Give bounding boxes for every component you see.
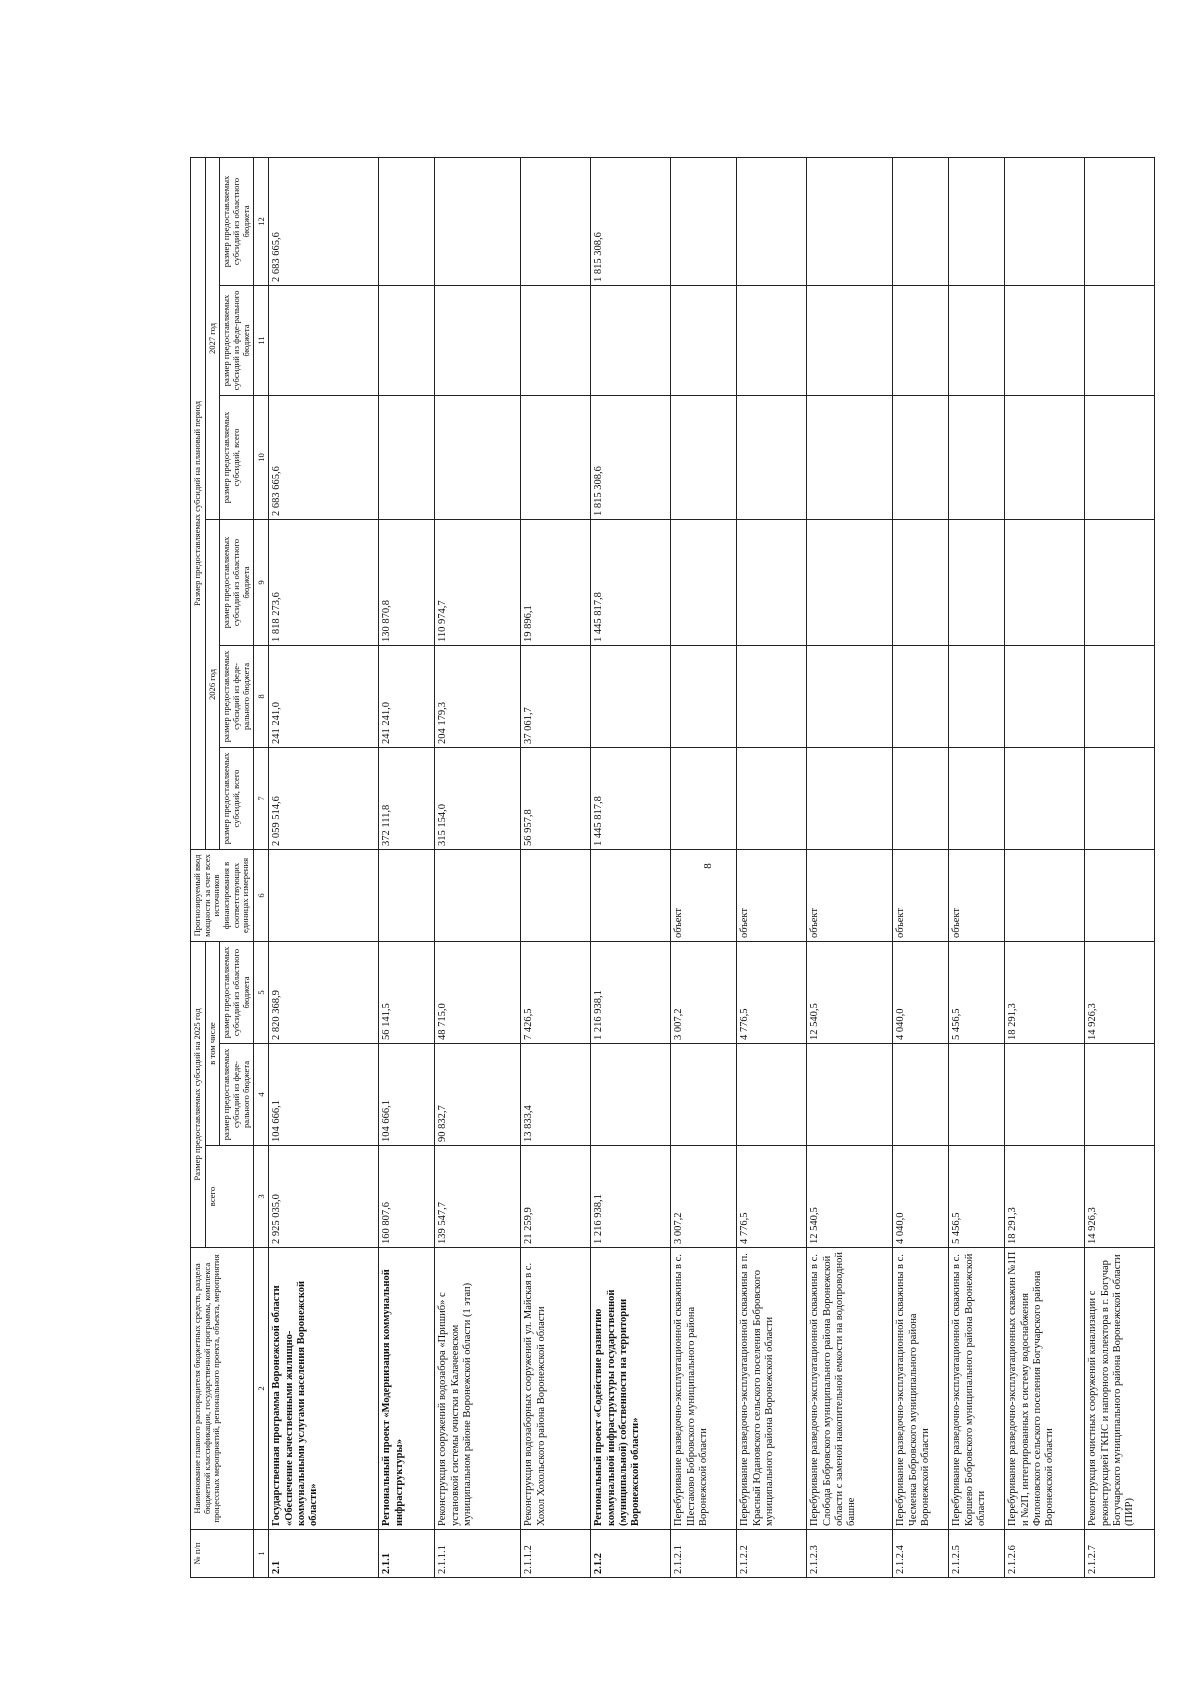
value-cell-c5: 3 007,2 (671, 941, 737, 1043)
value-cell-c11 (671, 285, 737, 395)
value-cell-c11 (521, 285, 591, 395)
value-cell-c3: 139 547,7 (435, 1146, 521, 1248)
header-plan-period: Размер предоставляемых субсидий на плановый период (191, 157, 206, 849)
table-row (1005, 157, 1085, 1577)
value-cell-c4 (1005, 1044, 1085, 1146)
value-cell-c12 (893, 157, 949, 285)
value-cell-c9 (1005, 519, 1085, 645)
table-row (435, 157, 521, 1577)
value-cell-c6 (1085, 849, 1155, 941)
value-cell-c7 (893, 747, 949, 849)
value-cell-c12 (737, 157, 807, 285)
value-cell-c9: 19 896,1 (521, 519, 591, 645)
col-number: 3 (254, 1146, 269, 1248)
value-cell-c11 (949, 285, 1005, 395)
row-number-cell: 2.1.2.6 (1005, 1530, 1085, 1578)
value-cell-c8: 37 061,7 (521, 645, 591, 747)
value-cell-c4 (591, 1044, 671, 1146)
header-2026-fed: размер предоставляемых субсидий из феде-рального бюджета (220, 645, 254, 747)
value-cell-c4 (949, 1044, 1005, 1146)
value-cell-c11 (591, 285, 671, 395)
value-cell-c3: 21 259,9 (521, 1146, 591, 1248)
value-cell-c11 (379, 285, 435, 395)
value-cell-c12 (1085, 157, 1155, 285)
value-cell-c5: 4 776,5 (737, 941, 807, 1043)
col-number: 9 (254, 519, 269, 645)
value-cell-c4: 13 833,4 (521, 1044, 591, 1146)
value-cell-c11 (435, 285, 521, 395)
value-cell-c10 (949, 395, 1005, 519)
value-cell-c8 (807, 645, 893, 747)
value-cell-c10 (1005, 395, 1085, 519)
row-name-cell: Перебуривание разведочно-эксплуатационной скважины в с. Чесменка Бобровского муниципального района Воронежской области (893, 1248, 949, 1530)
value-cell-c8 (949, 645, 1005, 747)
value-cell-c7 (949, 747, 1005, 849)
header-2025: Размер предоставляемых субсидий на 2025 год (191, 941, 206, 1247)
value-cell-c7: 56 957,8 (521, 747, 591, 849)
header-forecast: Прогнозируемый ввод мощности за счет всех источников финансирования в соответствующих единицах измерения (191, 849, 254, 941)
table-row (949, 157, 1005, 1577)
value-cell-c4: 104 666,1 (269, 1044, 379, 1146)
value-cell-c12: 2 683 665,6 (269, 157, 379, 285)
value-cell-c10 (671, 395, 737, 519)
col-number: 12 (254, 157, 269, 285)
header-all: всего (205, 1146, 254, 1248)
row-number-cell: 2.1 (269, 1530, 379, 1578)
value-cell-c9: 130 870,8 (379, 519, 435, 645)
value-cell-c10: 1 815 308,6 (591, 395, 671, 519)
value-cell-c10 (435, 395, 521, 519)
value-cell-c7: 372 111,8 (379, 747, 435, 849)
value-cell-c9: 110 974,7 (435, 519, 521, 645)
page-number: 8 (702, 863, 714, 869)
value-cell-c12 (379, 157, 435, 285)
value-cell-c7 (737, 747, 807, 849)
value-cell-c4: 104 666,1 (379, 1044, 435, 1146)
value-cell-c6 (379, 849, 435, 941)
value-cell-c11 (269, 285, 379, 395)
row-name-cell: Перебуривание разведочно-эксплуатационной скважины в п. Красный Юдановского сельского поселения Бобровского муниципального района Воронежской области (737, 1248, 807, 1530)
value-cell-c7 (807, 747, 893, 849)
col-number: 5 (254, 941, 269, 1043)
table-row (1085, 157, 1155, 1577)
value-cell-c12 (1005, 157, 1085, 285)
table-row (591, 157, 671, 1577)
value-cell-c8 (737, 645, 807, 747)
value-cell-c11 (1005, 285, 1085, 395)
value-cell-c12 (807, 157, 893, 285)
value-cell-c3: 2 925 035,0 (269, 1146, 379, 1248)
header-2027-fed: размер предоставляемых субсидий из феде-рального бюджета (220, 285, 254, 395)
row-number-cell: 2.1.2.3 (807, 1530, 893, 1578)
value-cell-c9 (1085, 519, 1155, 645)
value-cell-c7: 2 059 514,6 (269, 747, 379, 849)
row-number-cell: 2.1.2.1 (671, 1530, 737, 1578)
table-row (269, 157, 379, 1577)
row-name-cell: Реконструкция водозаборных сооружений ул. Майская в с. Хохол Хохольского района Воронежской области (521, 1248, 591, 1530)
row-name-cell: Перебуривание разведочно-эксплуатационной скважины в с. Слобода Бобровского муниципального района Воронежской области с заменой накопительной емкости на водопроводной башне (807, 1248, 893, 1530)
header-2027: 2027 год (205, 157, 220, 519)
value-cell-c3: 1 216 938,1 (591, 1146, 671, 1248)
value-cell-c4 (1085, 1044, 1155, 1146)
header-2027-total: размер предоставляемых субсидий, всего (220, 395, 254, 519)
row-number-cell: 2.1.1.1 (435, 1530, 521, 1578)
row-name-cell: Государственная программа Воронежской области «Обеспечение качественными жилищно-коммунальными услугами населения Воронежской области» (269, 1248, 379, 1530)
value-cell-c3: 12 540,5 (807, 1146, 893, 1248)
table-row (671, 157, 737, 1577)
value-cell-c12 (949, 157, 1005, 285)
value-cell-c12 (521, 157, 591, 285)
row-name-cell: Перебуривание разведочно-эксплуатационных скважин №1П и №2П, интегрированных в систему водоснабжения Филоновского сельского поселения Богучарского района Воронежской области (1005, 1248, 1085, 1530)
value-cell-c12 (671, 157, 737, 285)
value-cell-c3: 3 007,2 (671, 1146, 737, 1248)
value-cell-c5: 2 820 368,9 (269, 941, 379, 1043)
value-cell-c9 (949, 519, 1005, 645)
value-cell-c11 (1085, 285, 1155, 395)
row-number-cell: 2.1.1.2 (521, 1530, 591, 1578)
value-cell-c9 (737, 519, 807, 645)
value-cell-c5: 12 540,5 (807, 941, 893, 1043)
value-cell-c11 (807, 285, 893, 395)
value-cell-c5: 1 216 938,1 (591, 941, 671, 1043)
value-cell-c6 (1005, 849, 1085, 941)
table-body (269, 157, 1155, 1577)
value-cell-c6: объект (807, 849, 893, 941)
table-row (737, 157, 807, 1577)
value-cell-c6: объект (949, 849, 1005, 941)
value-cell-c7: 315 154,0 (435, 747, 521, 849)
row-number-cell: 2.1.2.2 (737, 1530, 807, 1578)
value-cell-c4 (807, 1044, 893, 1146)
value-cell-c10 (521, 395, 591, 519)
value-cell-c3: 4 776,5 (737, 1146, 807, 1248)
value-cell-c8 (1005, 645, 1085, 747)
value-cell-c6 (521, 849, 591, 941)
value-cell-c8: 241 241,0 (269, 645, 379, 747)
col-number: 1 (254, 1530, 269, 1578)
value-cell-c8 (591, 645, 671, 747)
row-number-cell: 2.1.2 (591, 1530, 671, 1578)
value-cell-c7 (1085, 747, 1155, 849)
row-name-cell: Региональный проект «Содействие развитию коммунальной инфраструктуры государственной (муниципальной) собственности на территории Воронежской области» (591, 1248, 671, 1530)
row-name-cell: Реконструкция сооружений водозабора «Пришиб» с установкой системы очистки в Калачеевском муниципальном районе Воронежской области (1 этап) (435, 1248, 521, 1530)
col-number: 6 (254, 849, 269, 941)
value-cell-c6: объект (671, 849, 737, 941)
value-cell-c4 (893, 1044, 949, 1146)
value-cell-c12: 1 815 308,6 (591, 157, 671, 285)
value-cell-c8: 241 241,0 (379, 645, 435, 747)
value-cell-c6 (269, 849, 379, 941)
value-cell-c5: 4 040,0 (893, 941, 949, 1043)
header-name: Наименование главного распорядителя бюджетных средств, раздела бюджетной классификации, государственной программы, комплекса процессных мероприятий, регионального проекта, объекта, мероприятия (191, 1248, 254, 1530)
value-cell-c9 (807, 519, 893, 645)
table-row (807, 157, 893, 1577)
header-2026-reg: размер предоставляемых субсидий из областного бюджета (220, 519, 254, 645)
value-cell-c8 (671, 645, 737, 747)
header-2026-total: размер предоставляемых субсидий, всего (220, 747, 254, 849)
value-cell-c4: 90 832,7 (435, 1044, 521, 1146)
value-cell-c10 (893, 395, 949, 519)
header-no: № п/п (191, 1530, 254, 1578)
value-cell-c11 (737, 285, 807, 395)
value-cell-c5: 56 141,5 (379, 941, 435, 1043)
value-cell-c8: 204 179,3 (435, 645, 521, 747)
value-cell-c10 (379, 395, 435, 519)
value-cell-c5: 14 926,3 (1085, 941, 1155, 1043)
value-cell-c9 (893, 519, 949, 645)
value-cell-c6 (435, 849, 521, 941)
value-cell-c6: объект (893, 849, 949, 941)
value-cell-c5: 18 291,3 (1005, 941, 1085, 1043)
row-number-cell: 2.1.2.4 (893, 1530, 949, 1578)
value-cell-c8 (1085, 645, 1155, 747)
value-cell-c10 (807, 395, 893, 519)
row-name-cell: Перебуривание разведочно-эксплуатационной скважины в с. Шестаково Бобровского муниципального района Воронежской области (671, 1248, 737, 1530)
value-cell-c9 (671, 519, 737, 645)
subsidy-table (190, 157, 1155, 1578)
value-cell-c3: 14 926,3 (1085, 1146, 1155, 1248)
value-cell-c4 (737, 1044, 807, 1146)
header-2026: 2026 год (205, 519, 220, 849)
value-cell-c3: 160 807,6 (379, 1146, 435, 1248)
value-cell-c10 (737, 395, 807, 519)
value-cell-c7: 1 445 817,8 (591, 747, 671, 849)
value-cell-c7 (1005, 747, 1085, 849)
header-2027-reg: размер предоставляемых субсидий из областного бюджета (220, 157, 254, 285)
header-2025-fed: размер предоставляемых субсидий из феде-рального бюджета (220, 1044, 254, 1146)
value-cell-c6: объект (737, 849, 807, 941)
table-row (379, 157, 435, 1577)
col-number: 8 (254, 645, 269, 747)
col-number: 7 (254, 747, 269, 849)
value-cell-c5: 7 426,5 (521, 941, 591, 1043)
row-number-cell: 2.1.2.5 (949, 1530, 1005, 1578)
value-cell-c9: 1 445 817,8 (591, 519, 671, 645)
value-cell-c5: 5 456,5 (949, 941, 1005, 1043)
value-cell-c12 (435, 157, 521, 285)
rotated-table-container (190, 158, 1136, 1578)
header-2025-reg: размер предоставляемых субсидий из областного бюджета (220, 941, 254, 1043)
value-cell-c8 (893, 645, 949, 747)
col-number: 11 (254, 285, 269, 395)
table-row (521, 157, 591, 1577)
row-name-cell: Региональный проект «Модернизация коммунальной инфраструктуры» (379, 1248, 435, 1530)
header-incl: в том числе (205, 941, 220, 1145)
value-cell-c11 (893, 285, 949, 395)
value-cell-c3: 5 456,5 (949, 1146, 1005, 1248)
row-number-cell: 2.1.1 (379, 1530, 435, 1578)
col-number: 4 (254, 1044, 269, 1146)
row-name-cell: Реконструкция очистных сооружений канализации с реконструкцией ГКНС и напорного коллектора в г. Богучар Богучарского муниципального района Воронежской области (ПИР) (1085, 1248, 1155, 1530)
value-cell-c5: 48 715,0 (435, 941, 521, 1043)
table-row (893, 157, 949, 1577)
value-cell-c6 (591, 849, 671, 941)
value-cell-c9: 1 818 273,6 (269, 519, 379, 645)
value-cell-c10 (1085, 395, 1155, 519)
row-number-cell: 2.1.2.7 (1085, 1530, 1155, 1578)
value-cell-c10: 2 683 665,6 (269, 395, 379, 519)
row-name-cell: Перебуривание разведочно-эксплуатационной скважины в с. Коршево Бобровского муниципального района Воронежской области (949, 1248, 1005, 1530)
value-cell-c7 (671, 747, 737, 849)
value-cell-c4 (671, 1044, 737, 1146)
value-cell-c3: 18 291,3 (1005, 1146, 1085, 1248)
col-number: 2 (254, 1248, 269, 1530)
value-cell-c3: 4 040,0 (893, 1146, 949, 1248)
col-number: 10 (254, 395, 269, 519)
